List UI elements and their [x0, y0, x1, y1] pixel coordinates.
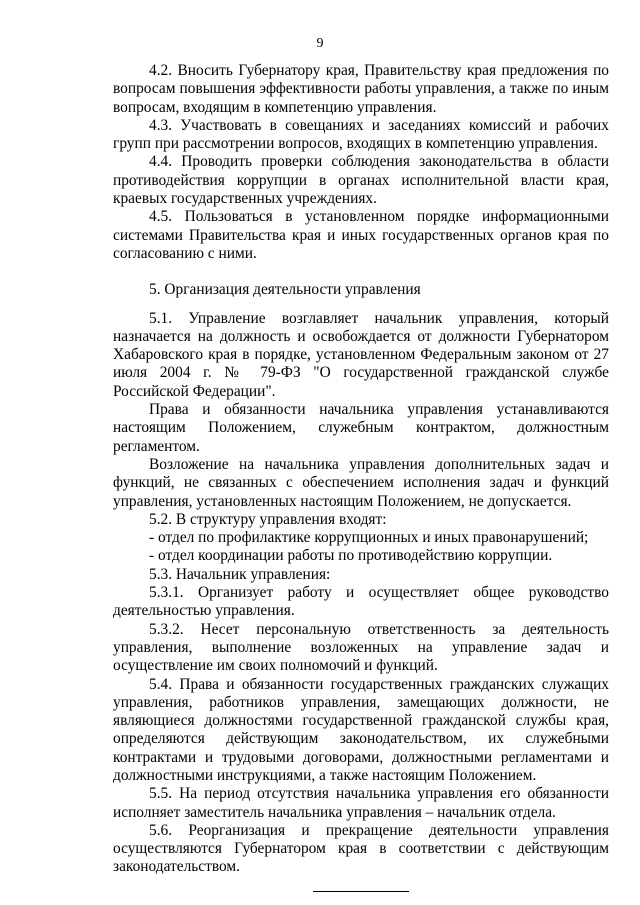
- paragraph-5-1-duties: Возложение на начальника управления дополнительных задач и функций, не связанных с обеспечением исполнения задач и функций управления, установленных настоящим Положением, не допускается.: [113, 455, 609, 510]
- paragraph-5-4: 5.4. Права и обязанности государственных гражданских служащих управления, работников управления, замещающих должности, не являющиеся должностями государственной гражданской службы края, определяются действующим законодательством, их служебными контрактами и трудовыми договорами, должностными регламентами и должностными инструкциями, а также настоящим Положением.: [113, 675, 609, 784]
- structure-item-2: - отдел координации работы по противодействию коррупции.: [149, 547, 553, 565]
- page-number: 9: [316, 36, 324, 51]
- paragraph-4-3: 4.3. Участвовать в совещаниях и заседаниях комиссий и рабочих групп при рассмотрении вопросов, входящих в компетенцию управления.: [113, 116, 609, 153]
- paragraph-5-3-1: 5.3.1. Организует работу и осуществляет общее руководство деятельностью управления.: [113, 584, 609, 620]
- paragraph-5-5: 5.5. На период отсутствия начальника управления его обязанности исполняет заместитель начальника управления – начальник отдела.: [113, 785, 609, 821]
- section-5-title: 5. Организация деятельности управления: [149, 281, 421, 299]
- document-body: [113, 62, 609, 892]
- paragraph-5-1: 5.1. Управление возглавляет начальник управления, который назначается на должность и освобождается от должности Губернатором Хабаровского края в порядке, установленном Федеральным законом от 27 июля 2004 г. № 79-ФЗ "О государственной гражданской службе Российской Федерации".: [113, 309, 609, 400]
- end-divider: [313, 891, 409, 892]
- paragraph-5-2: 5.2. В структуру управления входят:: [149, 510, 387, 528]
- paragraph-4-2: 4.2. Вносить Губернатору края, Правительству края предложения по вопросам повышения эффективности работы управления, а также по иным вопросам, входящим в компетенцию управления.: [113, 62, 609, 116]
- paragraph-4-5: 4.5. Пользоваться в установленном порядке информационными системами Правительства края и иных государственных органов края по согласованию с ними.: [113, 208, 609, 262]
- paragraph-4-4: 4.4. Проводить проверки соблюдения законодательства в области противодействия коррупции в органах исполнительной власти края, краевых государственных учреждениях.: [113, 153, 609, 208]
- structure-item-1: - отдел по профилактике коррупционных и иных правонарушений;: [149, 529, 589, 547]
- paragraph-5-3-2: 5.3.2. Несет персональную ответственность за деятельность управления, выполнение возложенных на управление задач и осуществление им своих полномочий и функций.: [113, 620, 609, 675]
- paragraph-5-6: 5.6. Реорганизация и прекращение деятельности управления осуществляются Губернатором края в соответствии с действующим законодательством.: [113, 821, 609, 876]
- paragraph-5-1-rights: Права и обязанности начальника управления устанавливаются настоящим Положением, служебным контрактом, должностным регламентом.: [113, 401, 609, 455]
- paragraph-5-3: 5.3. Начальник управления:: [149, 565, 331, 583]
